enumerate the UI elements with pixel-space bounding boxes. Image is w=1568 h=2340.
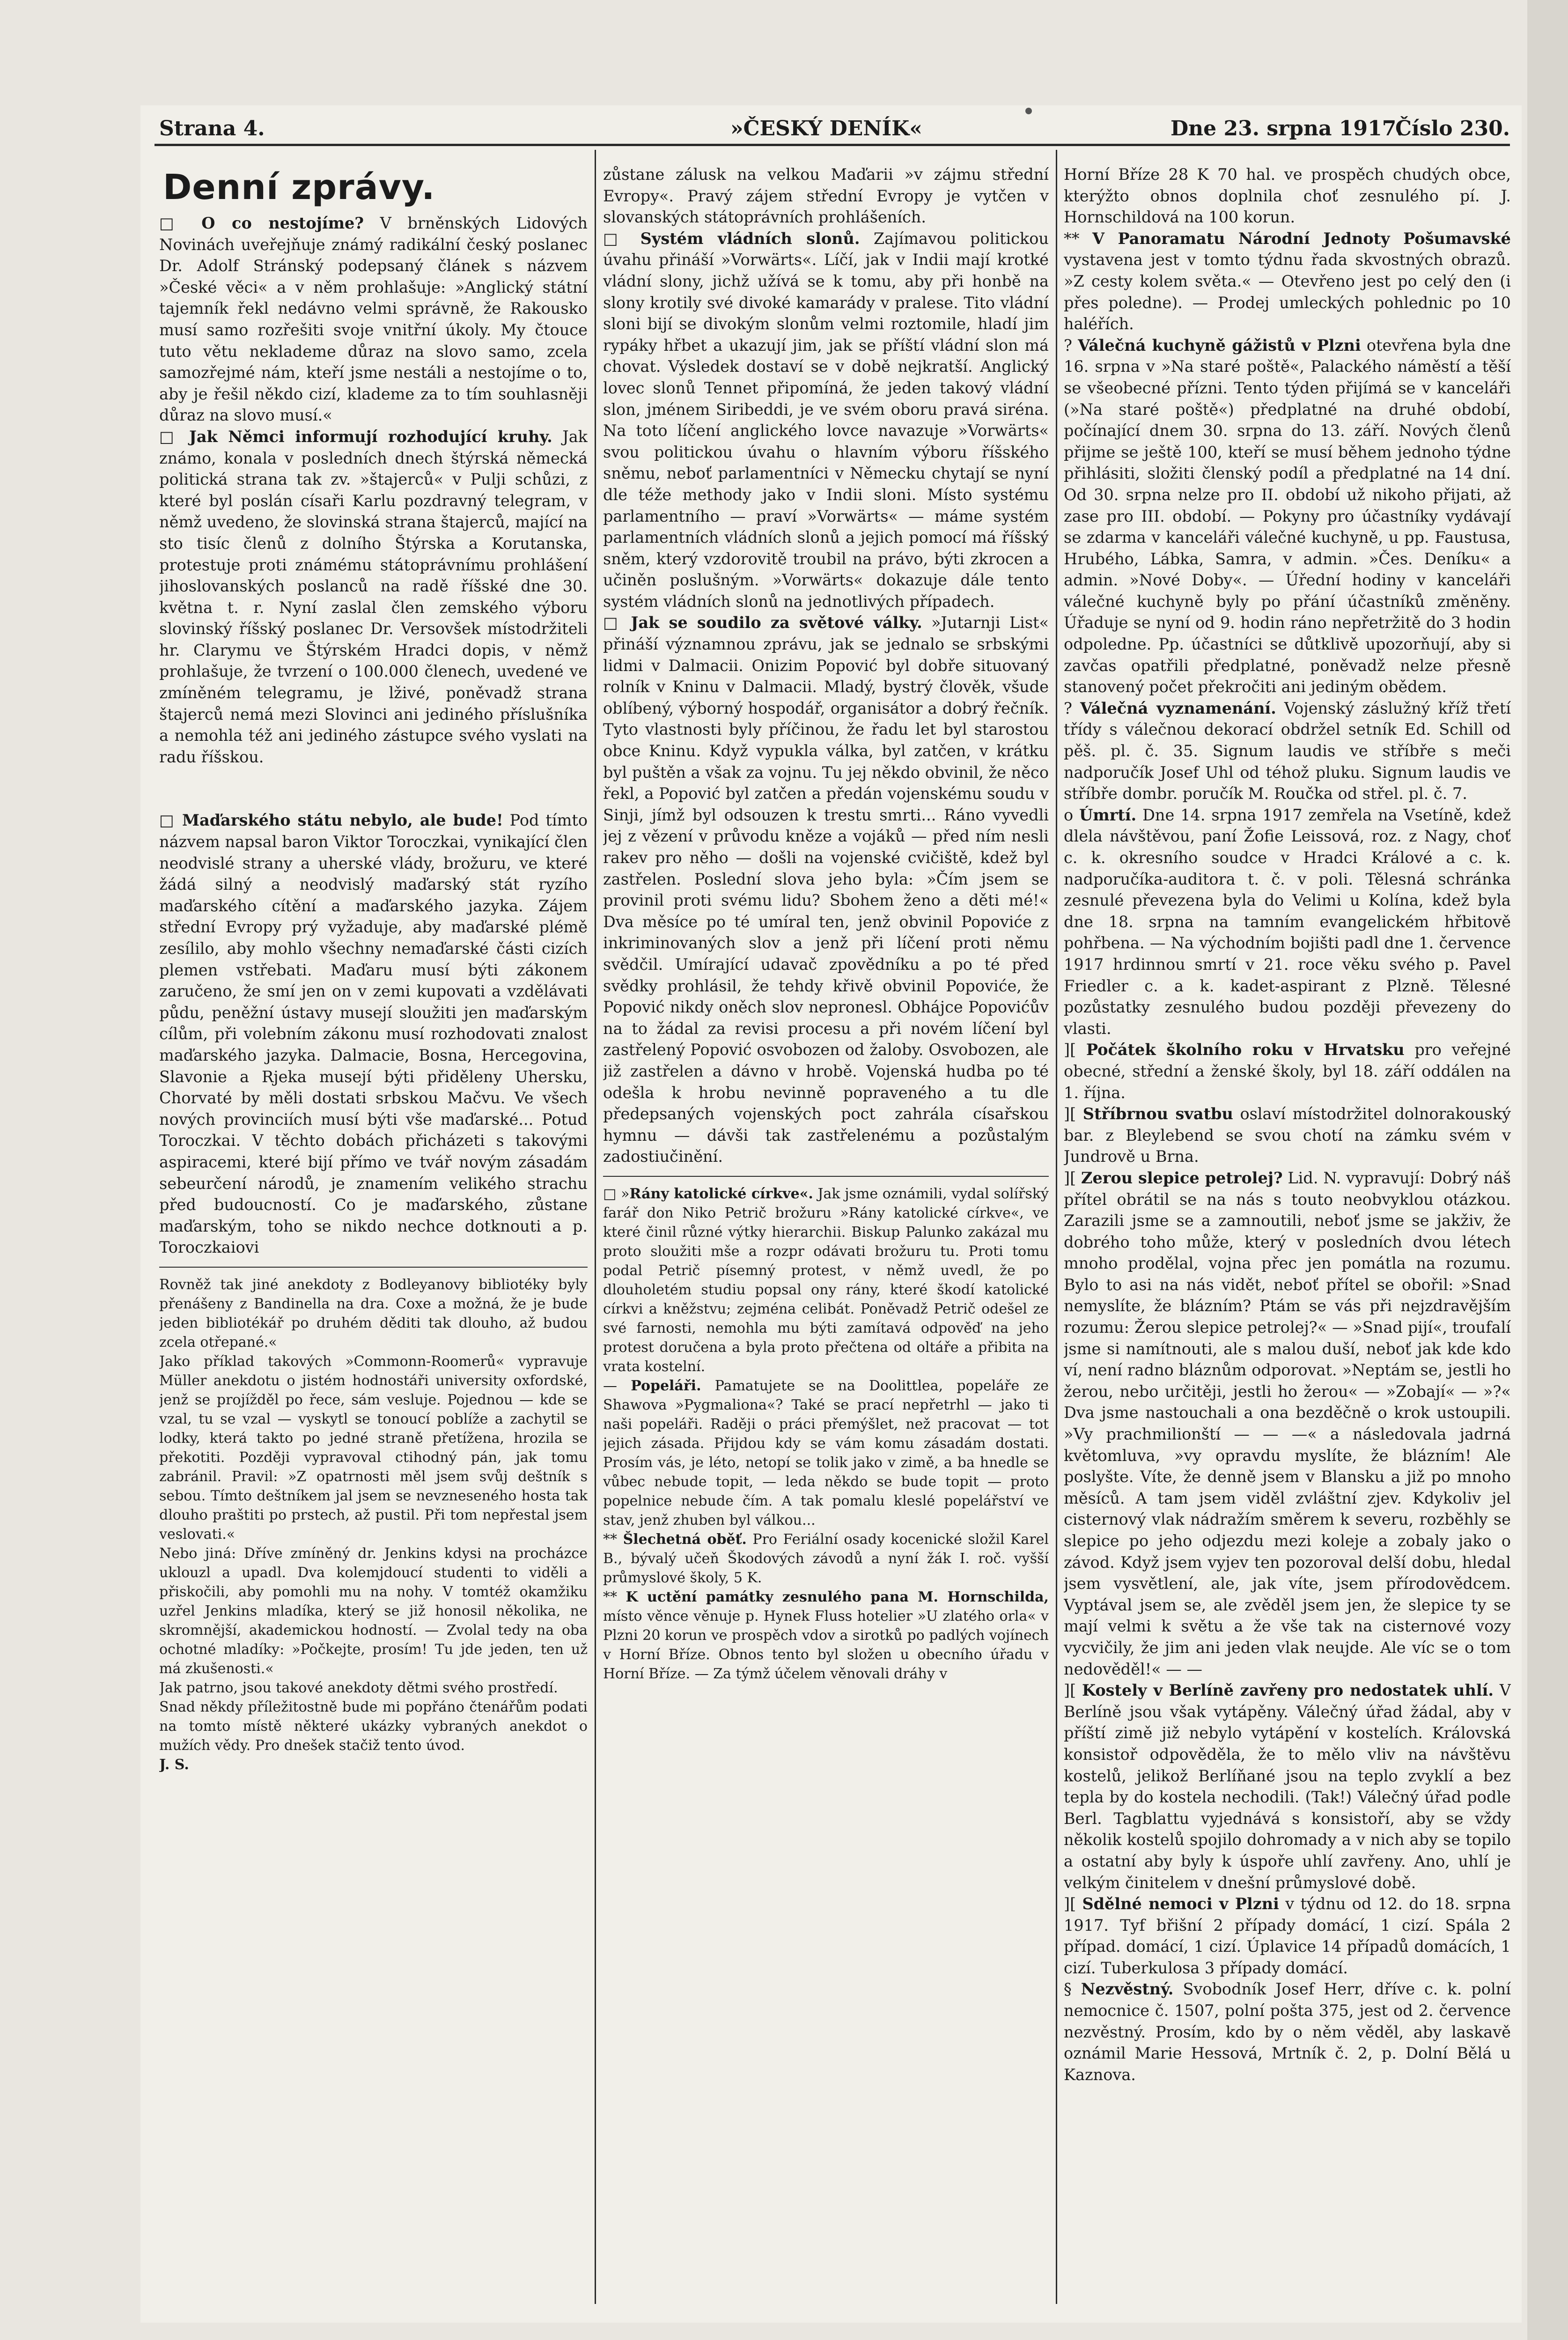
- article-headline: Rány katolické církve«.: [629, 1185, 813, 1202]
- ink-speck: [1025, 108, 1032, 114]
- article: □ Jak Němci informují rozhodující kruhy. Jak známo, konala v posledních dnech štýrská německá politická strana tak zv. »štajerců« v Pulji schůzi, z které byl poslán císaři Karlu pozdravný telegram, v němž uvedeno, že slovinská strana štajerců, mající na sto tisíc členů z dolního Štýrska a Korutanska, protestuje proti známému státoprávnímu prohlášení jihoslovanských poslanců na radě říšské dne 30. května t. r. Nyní zaslal člen zemského výboru slovinský říšský poslanec Dr. Versovšek místodržiteli hr. Clarymu ve Štýrském Hradci dopis, v němž prohlašuje, že tvrzení o 100.000 členech, uvedené ve zmíněném telegramu, je lživé, poněvadž strana štajerců nemá mezi Slovinci ani jediného příslušníka a nemohla též ani jediného zástupce svého vyslati na radu říšskou.: [159, 427, 588, 766]
- article-headline: Stříbrnou svatbu: [1082, 1105, 1233, 1123]
- article: ? Válečná kuchyně gážistů v Plzni otevřena byla dne 16. srpna v »Na staré poště«, Palackého náměstí a těší se všeobecné přízni. Tento týden přijímá se v kanceláři (»Na staré poště«) předplatné na druhé období, počínající dnem 30. srpna do 13. září. Nových členů přijme se ještě 100, kteří se musí během jednoho týdne přihlásiti, složiti členský podíl a předplatné na 14 dní. Od 30. srpna nelze pro II. období už nikoho přijati, až zase pro III. období. — Pokyny pro účastníky vydávají se zdarma v kanceláři válečné kuchyně, u pp. Faustusa, Hrubého, Lábka, Samra, v admin. »Čes. Deníku« a admin. »Nové Doby«. — Úřední hodiny v kanceláři válečné kuchyně byly po přání účastníků změněny. Úřaduje se nyní od 9. hodin ráno nepřetržitě do 3 hodin odpoledne. Pp. účastníci se důtklivě upozorňují, aby si zavčas opatřili předplatné, poněvadž nelze přesně stanovený počet překročiti ani jediným obědem.: [1064, 336, 1511, 696]
- column-rule-1: [595, 150, 596, 2304]
- article: ][ Zerou slepice petrolej? Lid. N. vypravují: Dobrý náš přítel obrátil se na nás s touto neobvyklou otázkou. Zarazili jsme se a zamnoutili, neboť jsme se jakživ, že dobrého toho může, který v posledních dvou létech mnoho prodělal, vojna přec jen pomátla na rozumu. Bylo to asi na nás vidět, neboť přítel se obořil: »Snad nemyslíte, že blázním? Ptám se vás při nejzdravějším rozumu: Žerou slepice petrolej?« — »Snad pijí«, troufalí jsme si namítnouti, ale s malou duší, neboť jak kde kdo ví, není radno bláznům odporovat. »Neptám se, jestli ho žerou, nebo určitěji, jestli ho žerou« — »Zobají« — »?« Dva jsme nastouchali a ona bezděčně o krok ustoupili. »Vy prachmilionští — — —« a následovala jadrná květomluva, »vy opravdu myslíte, že blázním! Ale poslyšte. Víte, že denně jsem v Blansku a již po mnoho měsíců. A tam jsem viděl zvláštní zjev. Kdykoliv jel cisternový vlak nádražím směrem k severu, rozběhly se slepice po jeho odjezdu mezi koleje a zobaly jako o závod. Když jsem vyjev ten pozoroval delší dobu, hledal jsem vysvětlení, ale, jak víte, jsem přírodovědcem. Vyptával jsem se, ale zvěděl jsem jen, že slepice ty se mají velmi k světu a že vše tak na cisternové vozy vycvičily, že jim ani jeden vlak neujde. Ale víc se o tom nedověděl!« — —: [1064, 1168, 1511, 1678]
- article-headline: Úmrtí.: [1079, 805, 1137, 824]
- article: — Popeláři. Pamatujete se na Doolittlea, popeláře ze Shawova »Pygmaliona«? Také se prací nepřetrhl — jako ti naši popeláři. Raději o práci přemýšlet, než pracovat — tot jejich zásada. Přijdou kdy se vám komu zásadám dostati. Prosím vás, je léto, netopí se tolik jako v zimě, a ba hnedle se vůbec nebude topit, — leda někdo se bude topit — proto popelnice nebude čím. A tak pomalu kleslé popelářství ve stav, jenž zhuben byl válkou...: [603, 1377, 1049, 1528]
- spacer: [159, 768, 588, 810]
- article-text: Jak jsme oznámili, vydal solířský farář don Niko Petrič brožuru »Rány katolické církve«, ve které činil různé výtky hierarchii. Biskup Palunko zakázal mu proto sloužiti mše a rozpr odávati brožuru tu. Proti tomu podal Petrič písemný protest, v němž uvedl, že po dlouholetém studiu popsal ony rány, které škodí katolické církvi a kněžstvu; zejména celibát. Poněvadž Petrič odešel ze své farnosti, nemohla mu býti zamítavá odpověď na jeho protest doručena a byla proto přečtena od oltáře a přibita na vrata kostelní.: [603, 1185, 1049, 1375]
- article: □ Maďarského státu nebylo, ale bude! Pod tímto názvem napsal baron Viktor Toroczkai, vynikající člen neodvislé strany a uherské vlády, brožuru, ve které žádá silný a neodvislý maďarský stát ryzího maďarského cítění a maďarského jazyka. Zájem střední Evropy prý vyžaduje, aby maďarské plémě zesílilo, aby mohlo všechny nemaďarské části cizích plemen vstřebati. Maďaru musí býti zákonem zaručeno, že smí jen on v zemi kupovati a vzdělávati půdu, peněžní ústavy musejí sloužiti jen maďarským cílům, při volebním zákonu musí rozhodovati znalost maďarského jazyka. Dalmacie, Bosna, Hercegovina, Slavonie a Rjeka musejí býti přiděleny Uhersku, Chorvaté by měli dostati srbskou Mačvu. Ve všech nových provinciích musí býti vše maďarské... Potud Toroczkai. V těchto dobách přicházeti s takovými aspiracemi, které bijí přímo ve tvář novým zásadám sebeurčení národů, je znamením velikého strachu před budoucností. Co je maďarského, zůstane maďarským, toho se nikdo nechce dotknouti a p. Toroczkaiovi: [159, 811, 588, 1257]
- article: □ »Rány katolické církve«. Jak jsme oznámili, vydal solířský farář don Niko Petrič brožuru »Rány katolické církve«, ve které činil různé výtky hierarchii. Biskup Palunko zakázal mu proto sloužiti mše a rozpr odávati brožuru tu. Proti tomu podal Petrič písemný protest, v němž uvedl, že po dlouholetém studiu popsal ony rány, které škodí katolické církvi a kněžstvu; zejména celibát. Poněvadž Petrič odešel ze své farnosti, nemohla mu býti zamítavá odpověď na jeho protest doručena a byla proto přečtena od oltáře a přibita na vrata kostelní.: [603, 1185, 1049, 1375]
- article-headline: Nezvěstný.: [1081, 1980, 1174, 1999]
- scan-background-edge: [1527, 0, 1568, 2340]
- article-headline: V Panoramatu Národní Jednoty Pošumavské: [1092, 229, 1511, 248]
- article-headline: Zerou slepice petrolej?: [1081, 1168, 1283, 1187]
- article-text: »Jutarnji List« přináší významnou zprávu, jak se jednalo se srbskými lidmi v Dalmacii. Onizim Popović byl dobře situovaný rolník v Kninu v Dalmacii. Mladý, bystrý člověk, všude oblíbený, výborný hospodář, organisátor a dobrý řečník. Tyto vlastnosti byly příčinou, že řadu let byl starostou obce Kninu. Když vypukla válka, byl zatčen, v krátku byl puštěn a však za vojnu. Tu jej někdo obvinil, že něco řekl, a Popović byl zatčen a předán vojenskému soudu v Sinji, jímž byl odsouzen k trestu smrti... Ráno vyvedli jej z vězení v průvodu kněze a vojáků — před ním nesli rakev pro něho — došli na vojenské cvičiště, kdež byl zastřelen. Poslední slova jeho byla: »Čím jsem se provinil proti svému lidu? Sbohem ženo a děti mé!« Dva měsíce po té umíral ten, jenž obvinil Popoviće z inkriminovaných slov a jenž při líčení proti němu svědčil. Umírající udavač zpovědníku a po té před svědky prohlásil, že tehdy křivě obvinil Popoviće, že Popović nikdy oněch slov nepronesl. Obhájce Popovićův na to žádal za revisi procesu a při novém líčení byl zastřelený Popović osvobozen od žaloby. Osvobozen, ale již zastřelen a dávno v hrobě. Vojenská hudba po té odešla k hrobu nevinně popraveného a tu dle předepsaných vojenských poct zahrála císařskou hymnu — dávši tak zastřelenému a pozůstalým zadostiučinění.: [603, 613, 1049, 1166]
- article-headline: Kostely v Berlíně zavřeny pro nedostatek uhlí.: [1082, 1681, 1494, 1700]
- feuilleton: [159, 1275, 588, 1774]
- article-text: v týdnu od 12. do 18. srpna 1917. Tyf břišní 2 případy domácí, 1 cizí. Spála 2 případ. domácí, 1 cizí. Úplavice 14 případů domácích, 1 cizí. Tuberkulosa 3 případy domácí.: [1064, 1895, 1511, 1977]
- article-text: pro veřejné obecné, střední a ženské školy, byl 18. září oddálen na 1. října.: [1064, 1041, 1511, 1102]
- article-text: V Berlíně jsou však vytápěny. Válečný úřad žádal, aby v příští zimě již nebylo vytápění v kostelích. Královská konsistoř odpověděla, že to mělo vliv na návštěvu kostelů, jelikož Berlíňané jsou na teplo zvyklí a bez tepla by do kostela nechodili. (Tak!) Válečný úřad podle Berl. Tagblattu vyjednává s konsistoří, aby se vždy několik kostelů spojilo dohromady a v nich aby se topilo a ostatní aby byly k úspoře uhlí zavřeny. Ano, uhlí je velkým činitelem v dnešní průmyslové době.: [1064, 1681, 1511, 1892]
- article: ** Šlechetná oběť. Pro Feriální osady kocenické složil Karel B., bývalý učeň Škodových závodů a nyní žák I. roč. vyšší průmyslové školy, 5 K.: [603, 1531, 1049, 1586]
- section-title: Denní zprávy.: [163, 167, 435, 207]
- issue-number: Číslo 230.: [1395, 117, 1510, 140]
- article-headline: Válečná vyznamenání.: [1080, 699, 1276, 717]
- article-text: Horní Bříze 28 K 70 hal. ve prospěch chudých obce, kterýžto obnos doplnila choť zesnulého pí. J. Hornschildová na 100 korun.: [1064, 165, 1511, 227]
- article-text: Lid. N. vypravují: Dobrý náš přítel obrátil se na nás s touto neobvyklou otázkou. Zarazili jsme se a zamnoutili, neboť jsme se jakživ, že dobrého toho může, který v posledních dvou létech mnoho prodělal, vojna přec jen pomátla na rozumu. Bylo to asi na nás vidět, neboť přítel se obořil: »Snad nemyslíte, že blázním? Ptám se vás při nejzdravějším rozumu: Žerou slepice petrolej?« — »Snad pijí«, troufalí jsme si namítnouti, ale s malou duší, neboť jak kde kdo ví, není radno bláznům odporovat. »Neptám se, jestli ho žerou, nebo určitěji, jestli ho žerou« — »Zobají« — »?« Dva jsme nastouchali a ona bezděčně o krok ustoupili. »Vy prachmilionští — — —« a následovala jadrná květomluva, »vy opravdu myslíte, že blázním! Ale poslyšte. Víte, že denně jsem v Blansku a již po mnoho měsíců. A tam jsem viděl zvláštní zjev. Kdykoliv jel cisternový vlak nádražím směrem k severu, rozběhly se slepice po jeho odjezdu mezi koleje a zobaly jako o závod. Když jsem vyjev ten pozoroval delší dobu, hledal jsem vysvětlení, ale, jak víte, jsem přírodovědcem. Vyptával jsem se, ale zvěděl jsem jen, že slepice ty se mají velmi k světu a že vše tak na cisternové vozy vycvičily, že jim ani jeden vlak neujde. Ale víc se o tom nedověděl!« — —: [1064, 1168, 1511, 1678]
- article-text: V brněnských Lidových Novinách uveřejňuje známý radikální český poslanec Dr. Adolf Stránský podepsaný článek s názvem »České věci« a v něm prohlašuje: »Anglický státní tajemník řekl nedávno velmi správně, že Rakousko musí samo rozřešiti svoje vnitřní úkoly. My čtouce tuto větu neklademe důraz na slovo samo, zcela samozřejmé nám, kteří jsme nestáli a nestojíme o to, aby je řešil někdo cizí, klademe za to tím souhlasněji důraz na slovo musí.«: [159, 214, 588, 425]
- article: § Nezvěstný. Svobodník Josef Herr, dříve c. k. polní nemocnice č. 1507, polní pošta 375, jest od 2. července nezvěstný. Prosím, kdo by o něm věděl, aby laskavě oznámil Marie Hessová, Mrtník č. 2, p. Dolní Bělá u Kaznova.: [1064, 1980, 1511, 2084]
- article: o Úmrtí. Dne 14. srpna 1917 zemřela na Vsetíně, kdež dlela návštěvou, paní Žofie Leissová, roz. z Nagy, choť c. k. okresního soudce v Hradci Králové a c. k. nadporučíka-auditora t. č. v poli. Tělesná schránka zesnulé převezena byla do Velimi u Kolína, kdež byla dne 18. srpna na tamním evangelickém hřbitově pohřbena. — Na východním bojišti padl dne 1. července 1917 hrdinnou smrtí v 21. roce věku svého p. Pavel Friedler c. a k. kadet-aspirant z Plzně. Tělesné pozůstatky zesnulého budou později převezeny do vlasti.: [1064, 805, 1511, 1038]
- article: ][ Sdělné nemoci v Plzni v týdnu od 12. do 18. srpna 1917. Tyf břišní 2 případy domácí, 1 cizí. Spála 2 případ. domácí, 1 cizí. Úplavice 14 případů domácích, 1 cizí. Tuberkulosa 3 případy domácí.: [1064, 1895, 1511, 1977]
- article-text: Jak známo, konala v posledních dnech štýrská německá politická strana tak zv. »štajerců« v Pulji schůzi, z které byl poslán císaři Karlu pozdravný telegram, v němž uvedeno, že slovinská strana štajerců, mající na sto tisíc členů z dolního Štýrska a Korutanska, protestuje proti známému státoprávnímu prohlášení jihoslovanských poslanců na radě říšské dne 30. května t. r. Nyní zaslal člen zemského výboru slovinský říšský poslanec Dr. Versovšek místodržiteli hr. Clarymu ve Štýrském Hradci dopis, v němž prohlašuje, že tvrzení o 100.000 členech, uvedené ve zmíněném telegramu, je lživé, poněvadž strana štajerců nemá mezi Slovinci ani jediného příslušníka a nemohla též ani jediného zástupce svého vyslati na radu říšskou.: [159, 427, 588, 766]
- page-number: Strana 4.: [159, 117, 265, 140]
- newspaper-name: »ČESKÝ DENÍK«: [730, 117, 922, 140]
- column-2-rule: [603, 1176, 1049, 1177]
- article-headline: Jak Němci informují rozhodující kruhy.: [189, 427, 552, 446]
- article-headline: Jak se soudilo za světové války.: [631, 613, 922, 632]
- newspaper-page: [140, 105, 1522, 2323]
- article: ** V Panoramatu Národní Jednoty Pošumavské vystavena jest v tomto týdnu řada skvostných obrazů. »Z cesty kolem světa.« — Otevřeno jest po celý den (i přes poledne). — Prodej umleckých pohlednic po 10 haléřích.: [1064, 229, 1511, 333]
- article-text: otevřena byla dne 16. srpna v »Na staré poště«, Palackého náměstí a těší se všeobecné přízni. Tento týden přijímá se v kanceláři (»Na staré poště«) předplatné na druhé období, počínající dnem 30. srpna do 13. září. Nových členů přijme se ještě 100, kteří se musí během jednoho týdne přihlásiti, složiti členský podíl a předplatné na 14 dní. Od 30. srpna nelze pro II. období už nikoho přijati, až zase pro III. období. — Pokyny pro účastníky vydávají se zdarma v kanceláři válečné kuchyně, u pp. Faustusa, Hrubého, Lábka, Samra, v admin. »Čes. Deníku« a admin. »Nové Doby«. — Úřední hodiny v kanceláři válečné kuchyně byly po přání účastníků změněny. Úřaduje se nyní od 9. hodin ráno nepřetržitě do 3 hodin odpoledne. Pp. účastníci se důtklivě upozorňují, aby si zavčas opatřili předplatné, poněvadž nelze přesně stanovený počet překročiti ani jediným obědem.: [1064, 336, 1511, 696]
- article: □ O co nestojíme? V brněnských Lidových Novinách uveřejňuje známý radikální český poslanec Dr. Adolf Stránský podepsaný článek s názvem »České věci« a v něm prohlašuje: »Anglický státní tajemník řekl nedávno velmi správně, že Rakousko musí samo rozřešiti svoje vnitřní úkoly. My čtouce tuto větu neklademe důraz na slovo samo, zcela samozřejmé nám, kteří jsme nestáli a nestojíme o to, aby je řešil někdo cizí, klademe za to tím souhlasněji důraz na slovo musí.«: [159, 214, 588, 425]
- article-headline: Počátek školního roku v Hrvatsku: [1086, 1041, 1405, 1059]
- article-headline: Válečná kuchyně gážistů v Plzni: [1078, 336, 1361, 354]
- article: ** K uctění památky zesnulého pana M. Hornschilda, místo věnce věnuje p. Hynek Fluss hotelier »U zlatého orla« v Plzni 20 korun ve prospěch vdov a sirotků po padlých vojínech v Horní Bříze. Obnos tento byl složen u obecního úřadu v Horní Bříze. — Za týmž účelem věnovali dráhy v: [603, 1588, 1049, 1682]
- article-text: oslaví místodržitel dolnorakouský bar. z Bleylebend se svou chotí na zámku svém v Jundrově u Brna.: [1064, 1105, 1511, 1166]
- article-text: Pro Feriální osady kocenické složil Karel B., bývalý učeň Škodových závodů a nyní žák I. roč. vyšší průmyslové školy, 5 K.: [603, 1531, 1049, 1586]
- article: ][ Počátek školního roku v Hrvatsku pro veřejné obecné, střední a ženské školy, byl 18. září oddálen na 1. října.: [1064, 1041, 1511, 1102]
- article-text: Svobodník Josef Herr, dříve c. k. polní nemocnice č. 1507, polní pošta 375, jest od 2. července nezvěstný. Prosím, kdo by o něm věděl, aby laskavě oznámil Marie Hessová, Mrtník č. 2, p. Dolní Bělá u Kaznova.: [1064, 1980, 1511, 2084]
- author-signature: J. S.: [159, 1756, 189, 1773]
- header-rule: [155, 144, 1510, 146]
- article-text: Pod tímto názvem napsal baron Viktor Toroczkai, vynikající člen neodvislé strany a uherské vlády, brožuru, ve které žádá silný a neodvislý maďarský stát ryzího maďarského cítění a maďarského jazyka. Zájem střední Evropy prý vyžaduje, aby maďarské plémě zesílilo, aby mohlo všechny nemaďarské části cizích plemen vstřebati. Maďaru musí býti zákonem zaručeno, že smí jen on v zemi kupovati a vzdělávati půdu, peněžní ústavy musejí sloužiti jen maďarským cílům, při volebním zákonu musí rozhodovati znalost maďarského jazyka. Dalmacie, Bosna, Hercegovina, Slavonie a Rjeka musejí býti přiděleny Uhersku, Chorvaté by měli dostati srbskou Mačvu. Ve všech nových provinciích musí býti vše maďarské... Potud Toroczkai. V těchto dobách přicházeti s takovými aspiracemi, které bijí přímo ve tvář novým zásadám sebeurčení národů, je znamením velikého strachu před budoucností. Co je maďarského, zůstane maďarským, toho se nikdo nechce dotknouti a p. Toroczkaiovi: [159, 811, 588, 1257]
- column-rule-2: [1056, 150, 1057, 2304]
- feuilleton-rule: [159, 1267, 588, 1268]
- article: ][ Stříbrnou svatbu oslaví místodržitel dolnorakouský bar. z Bleylebend se svou chotí na zámku svém v Jundrově u Brna.: [1064, 1105, 1511, 1166]
- feuilleton-paragraph: Snad někdy příležitostně bude mi popřáno čtenářům podati na tomto místě některé ukázky vybraných anekdot o mužích vědy. Pro dnešek stačiž tento úvod.: [159, 1698, 588, 1754]
- article-headline: Systém vládních slonů.: [640, 229, 860, 248]
- article-headline: Šlechetná oběť.: [623, 1531, 747, 1548]
- column-3: [1064, 164, 1511, 2309]
- column-1: [159, 164, 588, 2309]
- article: ? Válečná vyznamenání. Vojenský záslužný kříž třetí třídy s válečnou dekorací obdržel setník Ed. Schill od pěš. pl. č. 35. Signum laudis ve stříbře s meči nadporučík Josef Uhl od téhož pluku. Signum laudis ve stříbře dombr. poručík M. Roučka od střel. pl. č. 7.: [1064, 699, 1511, 803]
- article-text: Vojenský záslužný kříž třetí třídy s válečnou dekorací obdržel setník Ed. Schill od pěš. pl. č. 35. Signum laudis ve stříbře s meči nadporučík Josef Uhl od téhož pluku. Signum laudis ve stříbře dombr. poručík M. Roučka od střel. pl. č. 7.: [1064, 699, 1511, 803]
- article-headline: K uctění památky zesnulého pana M. Hornschilda,: [626, 1588, 1049, 1605]
- feuilleton-paragraph: Jako příklad takových »Commonn-Roomerů« vypravuje Müller anekdotu o jistém hodnostáři university oxfordské, jenž se projížděl po řece, sám vesluje. Pojednou — kde se vzal, tu se vzal — vyskytl se tonoucí poblíže a zachytil se lodky, která takto po jedné straně přetížena, hrozila se překotiti. Později vypravoval ctihodný pán, jak tomu zabránil. Pravil: »Z opatrnosti měl jsem svůj deštník s sebou. Tímto deštníkem jal jsem se nevzneseného hosta tak dlouho praštiti po prstech, až pustil. Při tom nepřestal jsem veslovati.«: [159, 1353, 588, 1543]
- col1-top-articles: [159, 213, 588, 1258]
- article: □ Systém vládních slonů. Zajímavou politickou úvahu přináší »Vorwärts«. Líčí, jak v Indii mají krotké vládní slony, jichž užívá se k tomu, aby při honbě na slony krotily své divoké kamarády v pralese. Tito vládní sloni bijí se divokým slonům velmi roztomile, hladí jim rypáky hřbet a ukazují jim, jak se příští vládní slon má chovat. Výsledek dostaví se v době nejkratší. Anglický lovec slonů Tennet připomíná, že jeden takový vládní slon, jménem Siribeddi, je ve svém oboru pravá siréna. Na toto líčení anglického lovce navazuje »Vorwärts« svou politickou úvahu o hlavním výboru říšského sněmu, neboť parlamentníci v Německu chytají se nyní dle téže methody jako v Indii sloni. Místo systému parlamentního — praví »Vorwärts« — máme systém parlamentních vládních slonů a jejich pomocí má říšský sněm, který vzdorovitě troubil na právo, býti zkrocen a učiněn poslušným. »Vorwärts« dokazuje dále tento systém vládních slonů na jednotlivých případech.: [603, 229, 1049, 611]
- feuilleton-paragraph: Nebo jiná: Dříve zmíněný dr. Jenkins kdysi na procházce uklouzl a upadl. Dva kolemjdoucí studenti to viděli a přiskočili, aby pomohli mu na nohy. V tomtéž okamžiku uzřel Jenkins mladíka, který se již honosil několika, ne skromnější, akademickou hodností. — Zvolal tedy na oba ochotné mladíky: »Počkejte, prosím! Tu jde jeden, ten už má zkušenosti.«: [159, 1545, 588, 1677]
- col2-bottom-articles: [603, 1184, 1049, 1683]
- feuilleton-paragraph: Rovněž tak jiné anekdoty z Bodleyanovy bibliotéky byly přenášeny z Bandinella na dra. Coxe a možná, že je bude jeden bibliotékář po druhém děditi tak dlouho, až budou zcela otřepané.«: [159, 1276, 588, 1351]
- column-2: [603, 164, 1049, 2309]
- article-headline: Sdělné nemoci v Plzni: [1082, 1895, 1279, 1913]
- article-headline: Maďarského státu nebylo, ale bude!: [182, 811, 503, 830]
- feuilleton-paragraph: Jak patrno, jsou takové anekdoty dětmi svého prostředí.: [159, 1679, 558, 1696]
- article-text: Pamatujete se na Doolittlea, popeláře ze Shawova »Pygmaliona«? Také se prací nepřetrhl — jako ti naši popeláři. Raději o práci přemýšlet, než pracovat — tot jejich zásada. Přijdou kdy se vám komu zásadám dostati. Prosím vás, je léto, netopí se tolik jako v zimě, a ba hnedle se vůbec nebude topit, — leda někdo se bude topit — proto popelnice nebude čím. A tak pomalu kleslé popelářství ve stav, jenž zhuben byl válkou...: [603, 1377, 1049, 1528]
- article-headline: Popeláři.: [631, 1377, 701, 1394]
- issue-date: Dne 23. srpna 1917.: [1170, 117, 1404, 140]
- article: [1064, 164, 1511, 228]
- article: [603, 164, 1049, 228]
- article-text: Dne 14. srpna 1917 zemřela na Vsetíně, kdež dlela návštěvou, paní Žofie Leissová, roz. z Nagy, choť c. k. okresního soudce v Hradci Králové a c. k. nadporučíka-auditora t. č. v poli. Tělesná schránka zesnulé převezena byla do Velimi u Kolína, kdež byla dne 18. srpna na tamním evangelickém hřbitově pohřbena. — Na východním bojišti padl dne 1. července 1917 hrdinnou smrtí v 21. roce věku svého p. Pavel Friedler c. a k. kadet-aspirant z Plzně. Tělesné pozůstatky zesnulého budou později převezeny do vlasti.: [1064, 805, 1511, 1038]
- article-text: místo věnce věnuje p. Hynek Fluss hotelier »U zlatého orla« v Plzni 20 korun ve prospěch vdov a sirotků po padlých vojínech v Horní Bříze. Obnos tento byl složen u obecního úřadu v Horní Bříze. — Za týmž účelem věnovali dráhy v: [603, 1608, 1049, 1682]
- article-text: zůstane zálusk na velkou Maďarii »v zájmu střední Evropy«. Pravý zájem střední Evropy je vytčen v slovanských státoprávních prohlášeních.: [603, 165, 1049, 227]
- article: □ Jak se soudilo za světové války. »Jutarnji List« přináší významnou zprávu, jak se jednalo se srbskými lidmi v Dalmacii. Onizim Popović byl dobře situovaný rolník v Kninu v Dalmacii. Mladý, bystrý člověk, všude oblíbený, výborný hospodář, organisátor a dobrý řečník. Tyto vlastnosti byly příčinou, že řadu let byl starostou obce Kninu. Když vypukla válka, byl zatčen, v krátku byl puštěn a však za vojnu. Tu jej někdo obvinil, že něco řekl, a Popović byl zatčen a předán vojenskému soudu v Sinji, jímž byl odsouzen k trestu smrti... Ráno vyvedli jej z vězení v průvodu kněze a vojáků — před ním nesli rakev pro něho — došli na vojenské cvičiště, kdež byl zastřelen. Poslední slova jeho byla: »Čím jsem se provinil proti svému lidu? Sbohem ženo a děti mé!« Dva měsíce po té umíral ten, jenž obvinil Popoviće z inkriminovaných slov a jenž při líčení proti němu svědčil. Umírající udavač zpovědníku a po té před svědky prohlásil, že tehdy křivě obvinil Popoviće, že Popović nikdy oněch slov nepronesl. Obhájce Popovićův na to žádal za revisi procesu a při novém líčení byl zastřelený Popović osvobozen od žaloby. Osvobozen, ale již zastřelen a dávno v hrobě. Vojenská hudba po té odešla k hrobu nevinně popraveného a tu dle předepsaných vojenských poct zahrála císařskou hymnu — dávši tak zastřelenému a pozůstalým zadostiučinění.: [603, 613, 1049, 1166]
- article-text: Zajímavou politickou úvahu přináší »Vorwärts«. Líčí, jak v Indii mají krotké vládní slony, jichž užívá se k tomu, aby při honbě na slony krotily své divoké kamarády v pralese. Tito vládní sloni bijí se divokým slonům velmi roztomile, hladí jim rypáky hřbet a ukazují jim, jak se příští vládní slon má chovat. Výsledek dostaví se v době nejkratší. Anglický lovec slonů Tennet připomíná, že jeden takový vládní slon, jménem Siribeddi, je ve svém oboru pravá siréna. Na toto líčení anglického lovce navazuje »Vorwärts« svou politickou úvahu o hlavním výboru říšského sněmu, neboť parlamentníci v Německu chytají se nyní dle téže methody jako v Indii sloni. Místo systému parlamentního — praví »Vorwärts« — máme systém parlamentních vládních slonů a jejich pomocí má říšský sněm, který vzdorovitě troubil na právo, býti zkrocen a učiněn poslušným. »Vorwärts« dokazuje dále tento systém vládních slonů na jednotlivých případech.: [603, 229, 1049, 611]
- article: ][ Kostely v Berlíně zavřeny pro nedostatek uhlí. V Berlíně jsou však vytápěny. Válečný úřad žádal, aby v příští zimě již nebylo vytápění v kostelích. Královská konsistoř odpověděla, že to mělo vliv na návštěvu kostelů, jelikož Berlíňané jsou na teplo zvyklí a bez tepla by do kostela nechodili. (Tak!) Válečný úřad podle Berl. Tagblattu vyjednává s konsistoří, aby se vždy několik kostelů spojilo dohromady a v nich aby se topilo a ostatní aby byly k úspoře uhlí zavřeny. Ano, uhlí je velkým činitelem v dnešní průmyslové době.: [1064, 1681, 1511, 1892]
- article-headline: O co nestojíme?: [201, 214, 364, 232]
- article-text: vystavena jest v tomto týdnu řada skvostných obrazů. »Z cesty kolem světa.« — Otevřeno jest po celý den (i přes poledne). — Prodej umleckých pohlednic po 10 haléřích.: [1064, 251, 1511, 333]
